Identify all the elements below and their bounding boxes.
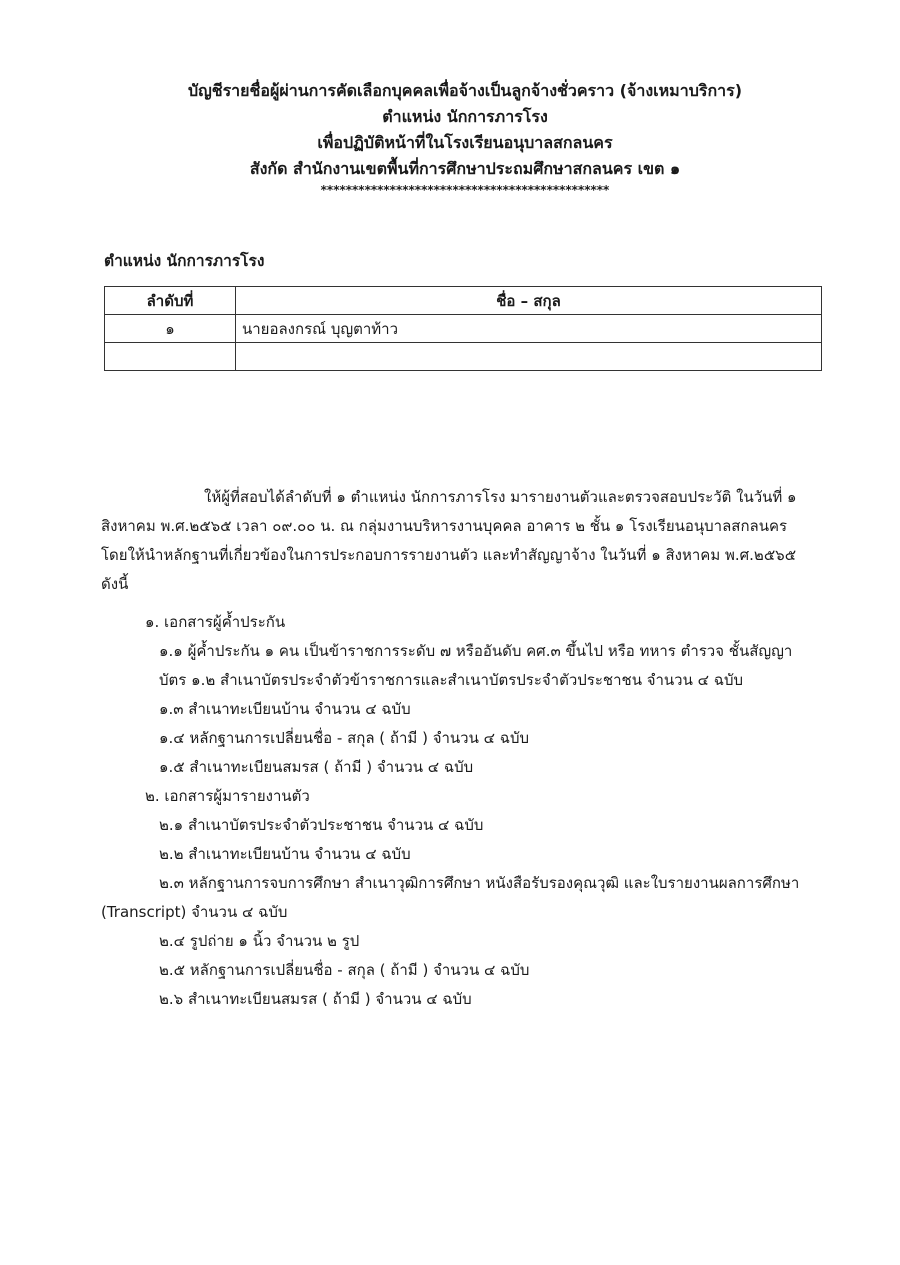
list-item: บัตร ๑.๒ สำเนาบัตรประจำตัวข้าราชการและสำเนาบัตรประจำตัวประชาชน จำนวน ๔ ฉบับ [159,671,744,689]
instruction-text: ให้ผู้ที่สอบได้ลำดับที่ ๑ ตำแหน่ง นักการภารโรง มารายงานตัวและตรวจสอบประวัติ ในวันที่ ๑ สิงหาคม พ.ศ.๒๕๖๕ เวลา ๐๙.๐๐ น. ณ กลุ่มงานบริหารงานบุคคล อาคาร ๒ ชั้น ๑ โรงเรียนอนุบาลสกลนคร โดยให้นำหลักฐานที่เกี่ยวข้องในการประกอบการรายงานตัว และทำสัญญาจ้าง ในวันที่ ๑ สิงหาคม พ.ศ.๒๕๖๕ ดังนี้ [101,488,797,593]
cell-name: นายอลงกรณ์ บุญตาท้าว [236,315,822,343]
list-item: ๑.๑ ผู้ค้ำประกัน ๑ คน เป็นข้าราชการระดับ ๗ หรืออันดับ คศ.๓ ขึ้นไป หรือ ทหาร ตำรวจ ชั้นสัญญา [159,642,793,660]
table-row [105,315,822,343]
table-row [105,343,822,371]
header-school: เพื่อปฏิบัติหน้าที่ในโรงเรียนอนุบาลสกลนคร [317,133,613,152]
table-header-row [105,287,822,315]
instruction-paragraph [101,483,813,599]
section-heading: ตำแหน่ง นักการภารโรง [104,252,265,270]
list-item: ๒.๕ หลักฐานการเปลี่ยนชื่อ - สกุล ( ถ้ามี ) จำนวน ๔ ฉบับ [159,961,530,979]
cell-order: ๑ [105,315,236,343]
document-header [100,78,830,198]
list-item: ๒. เอกสารผู้มารายงานตัว [145,787,310,805]
candidate-table [104,286,822,371]
header-title: บัญชีรายชื่อผู้ผ่านการคัดเลือกบุคคลเพื่อจ้างเป็นลูกจ้างชั่วคราว (จ้างเหมาบริการ) [187,81,743,100]
list-item: ๒.๔ รูปถ่าย ๑ นิ้ว จำนวน ๒ รูป [159,932,360,950]
document-list [101,608,813,1014]
cell-name [236,343,822,371]
cell-order [105,343,236,371]
list-item: ๒.๖ สำเนาทะเบียนสมรส ( ถ้ามี ) จำนวน ๔ ฉบับ [159,990,472,1008]
list-item: ๒.๑ สำเนาบัตรประจำตัวประชาชน จำนวน ๔ ฉบับ [159,816,484,834]
list-item: ๑.๕ สำเนาทะเบียนสมรส ( ถ้ามี ) จำนวน ๔ ฉบับ [159,758,474,776]
header-position: ตำแหน่ง นักการภารโรง [382,107,548,126]
list-item: ๒.๓ หลักฐานการจบการศึกษา สำเนาวุฒิการศึกษา หนังสือรับรองคุณวุฒิ และใบรายงานผลการศึกษา [159,874,800,892]
list-item: ๑. เอกสารผู้ค้ำประกัน [145,613,286,631]
column-header-order: ลำดับที่ [105,287,236,315]
list-item: ๑.๔ หลักฐานการเปลี่ยนชื่อ - สกุล ( ถ้ามี ) จำนวน ๔ ฉบับ [159,729,529,747]
list-item: ๒.๒ สำเนาทะเบียนบ้าน จำนวน ๔ ฉบับ [159,845,411,863]
column-header-name: ชื่อ – สกุล [236,287,822,315]
list-item: ๑.๓ สำเนาทะเบียนบ้าน จำนวน ๔ ฉบับ [159,700,411,718]
header-separator: ********************************************** [320,183,610,197]
header-affiliation: สังกัด สำนักงานเขตพื้นที่การศึกษาประถมศึกษาสกลนคร เขต ๑ [249,159,681,178]
list-item: (Transcript) จำนวน ๔ ฉบับ [101,903,288,921]
